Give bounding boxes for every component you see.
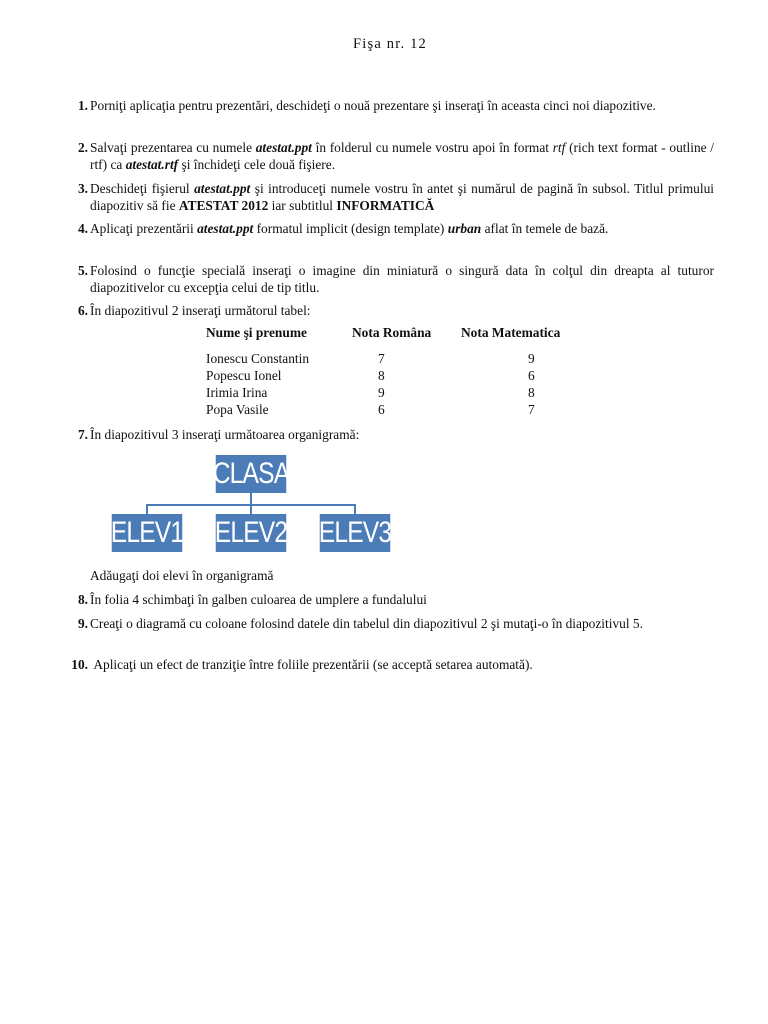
instruction-item-5 bbox=[70, 262, 714, 296]
org-child-box: ELEV3 bbox=[320, 514, 391, 552]
table-cell: Irimia Irina bbox=[206, 385, 268, 400]
table-cell: 7 bbox=[378, 351, 385, 366]
item-number: 7. bbox=[77, 427, 88, 442]
table-cell: Popescu Ionel bbox=[206, 368, 282, 383]
table-header: Nota Româna bbox=[352, 325, 432, 340]
instruction-item-7 bbox=[70, 426, 714, 443]
org-root-box: CLASA bbox=[216, 455, 287, 493]
org-child-box: ELEV1 bbox=[112, 514, 183, 552]
table-cell: 9 bbox=[528, 351, 535, 366]
instruction-item-2 bbox=[70, 139, 714, 173]
item-number: 5. bbox=[77, 263, 88, 278]
table-cell: 6 bbox=[378, 402, 385, 417]
instruction-item-8 bbox=[70, 591, 714, 608]
item-text: Aplicaţi prezentării atestat.ppt formatul implicit (design template) urban aflat în temele de bază. bbox=[90, 221, 609, 236]
item-number: 8. bbox=[77, 592, 88, 607]
item-number: 3. bbox=[77, 181, 88, 196]
instruction-item-9 bbox=[70, 615, 714, 649]
instruction-item-10 bbox=[70, 656, 714, 673]
item-number: 2. bbox=[77, 140, 88, 155]
table-cell: 8 bbox=[378, 368, 385, 383]
item-text: În folia 4 schimbaţi în galben culoarea de umplere a fundalului bbox=[90, 592, 427, 607]
item-text: Aplicaţi un efect de tranziţie între foliile prezentării (se acceptă setarea automată). bbox=[90, 657, 533, 672]
item-text: În diapozitivul 3 inseraţi următoarea organigramă: bbox=[90, 427, 360, 442]
item-text: În diapozitivul 2 inseraţi următorul tabel: bbox=[90, 303, 311, 318]
item-number: 4. bbox=[77, 221, 88, 236]
page-title: Fişa nr. 12 bbox=[352, 36, 428, 52]
item-text: Creaţi o diagramă cu coloane folosind datele din tabelul din diapozitivul 2 şi mutaţi-o în diapozitivul 5. bbox=[90, 616, 643, 631]
table-cell: 9 bbox=[378, 385, 385, 400]
item-text: Porniţi aplicaţia pentru prezentări, deschideţi o nouă prezentare şi inseraţi în aceasta cinci noi diapozitive. bbox=[90, 98, 656, 113]
org-chart bbox=[104, 455, 404, 555]
item-number: 10. bbox=[71, 657, 88, 672]
instruction-item-3 bbox=[70, 180, 714, 214]
instruction-item-6 bbox=[70, 302, 714, 319]
item-text: Folosind o funcţie specială inseraţi o imagine din miniatură o singură data în colţul din dreapta al tuturor diapozitivelor cu excepţia celui de tip titlu. bbox=[90, 263, 714, 295]
instruction-item-4 bbox=[70, 220, 714, 237]
item-number: 6. bbox=[77, 303, 88, 318]
item-text: Salvaţi prezentarea cu numele atestat.ppt în folderul cu numele vostru apoi în format rtf (rich text format - outline / rtf) ca atestat.rtf şi închideţi cele două fişiere. bbox=[90, 140, 714, 172]
org-child-box: ELEV2 bbox=[216, 514, 287, 552]
table-cell: Popa Vasile bbox=[206, 402, 269, 417]
table-cell: Ionescu Constantin bbox=[206, 351, 310, 366]
table-cell: 8 bbox=[528, 385, 535, 400]
item-number: 1. bbox=[77, 98, 88, 113]
item-text: Deschideţi fişierul atestat.ppt şi introduceţi numele vostru în antet şi numărul de pagină în subsol. Titlul primului diapozitiv să fie ATESTAT 2012 iar subtitlul INFORMATICĂ bbox=[90, 181, 714, 213]
table-header: Nume şi prenume bbox=[206, 325, 307, 340]
table-cell: 7 bbox=[528, 402, 535, 417]
table-cell: 6 bbox=[528, 368, 535, 383]
table-header: Nota Matematica bbox=[461, 325, 561, 340]
org-note: Adăugaţi doi elevi în organigramă bbox=[90, 568, 274, 583]
instruction-item-1 bbox=[70, 97, 714, 131]
item-number: 9. bbox=[77, 616, 88, 631]
